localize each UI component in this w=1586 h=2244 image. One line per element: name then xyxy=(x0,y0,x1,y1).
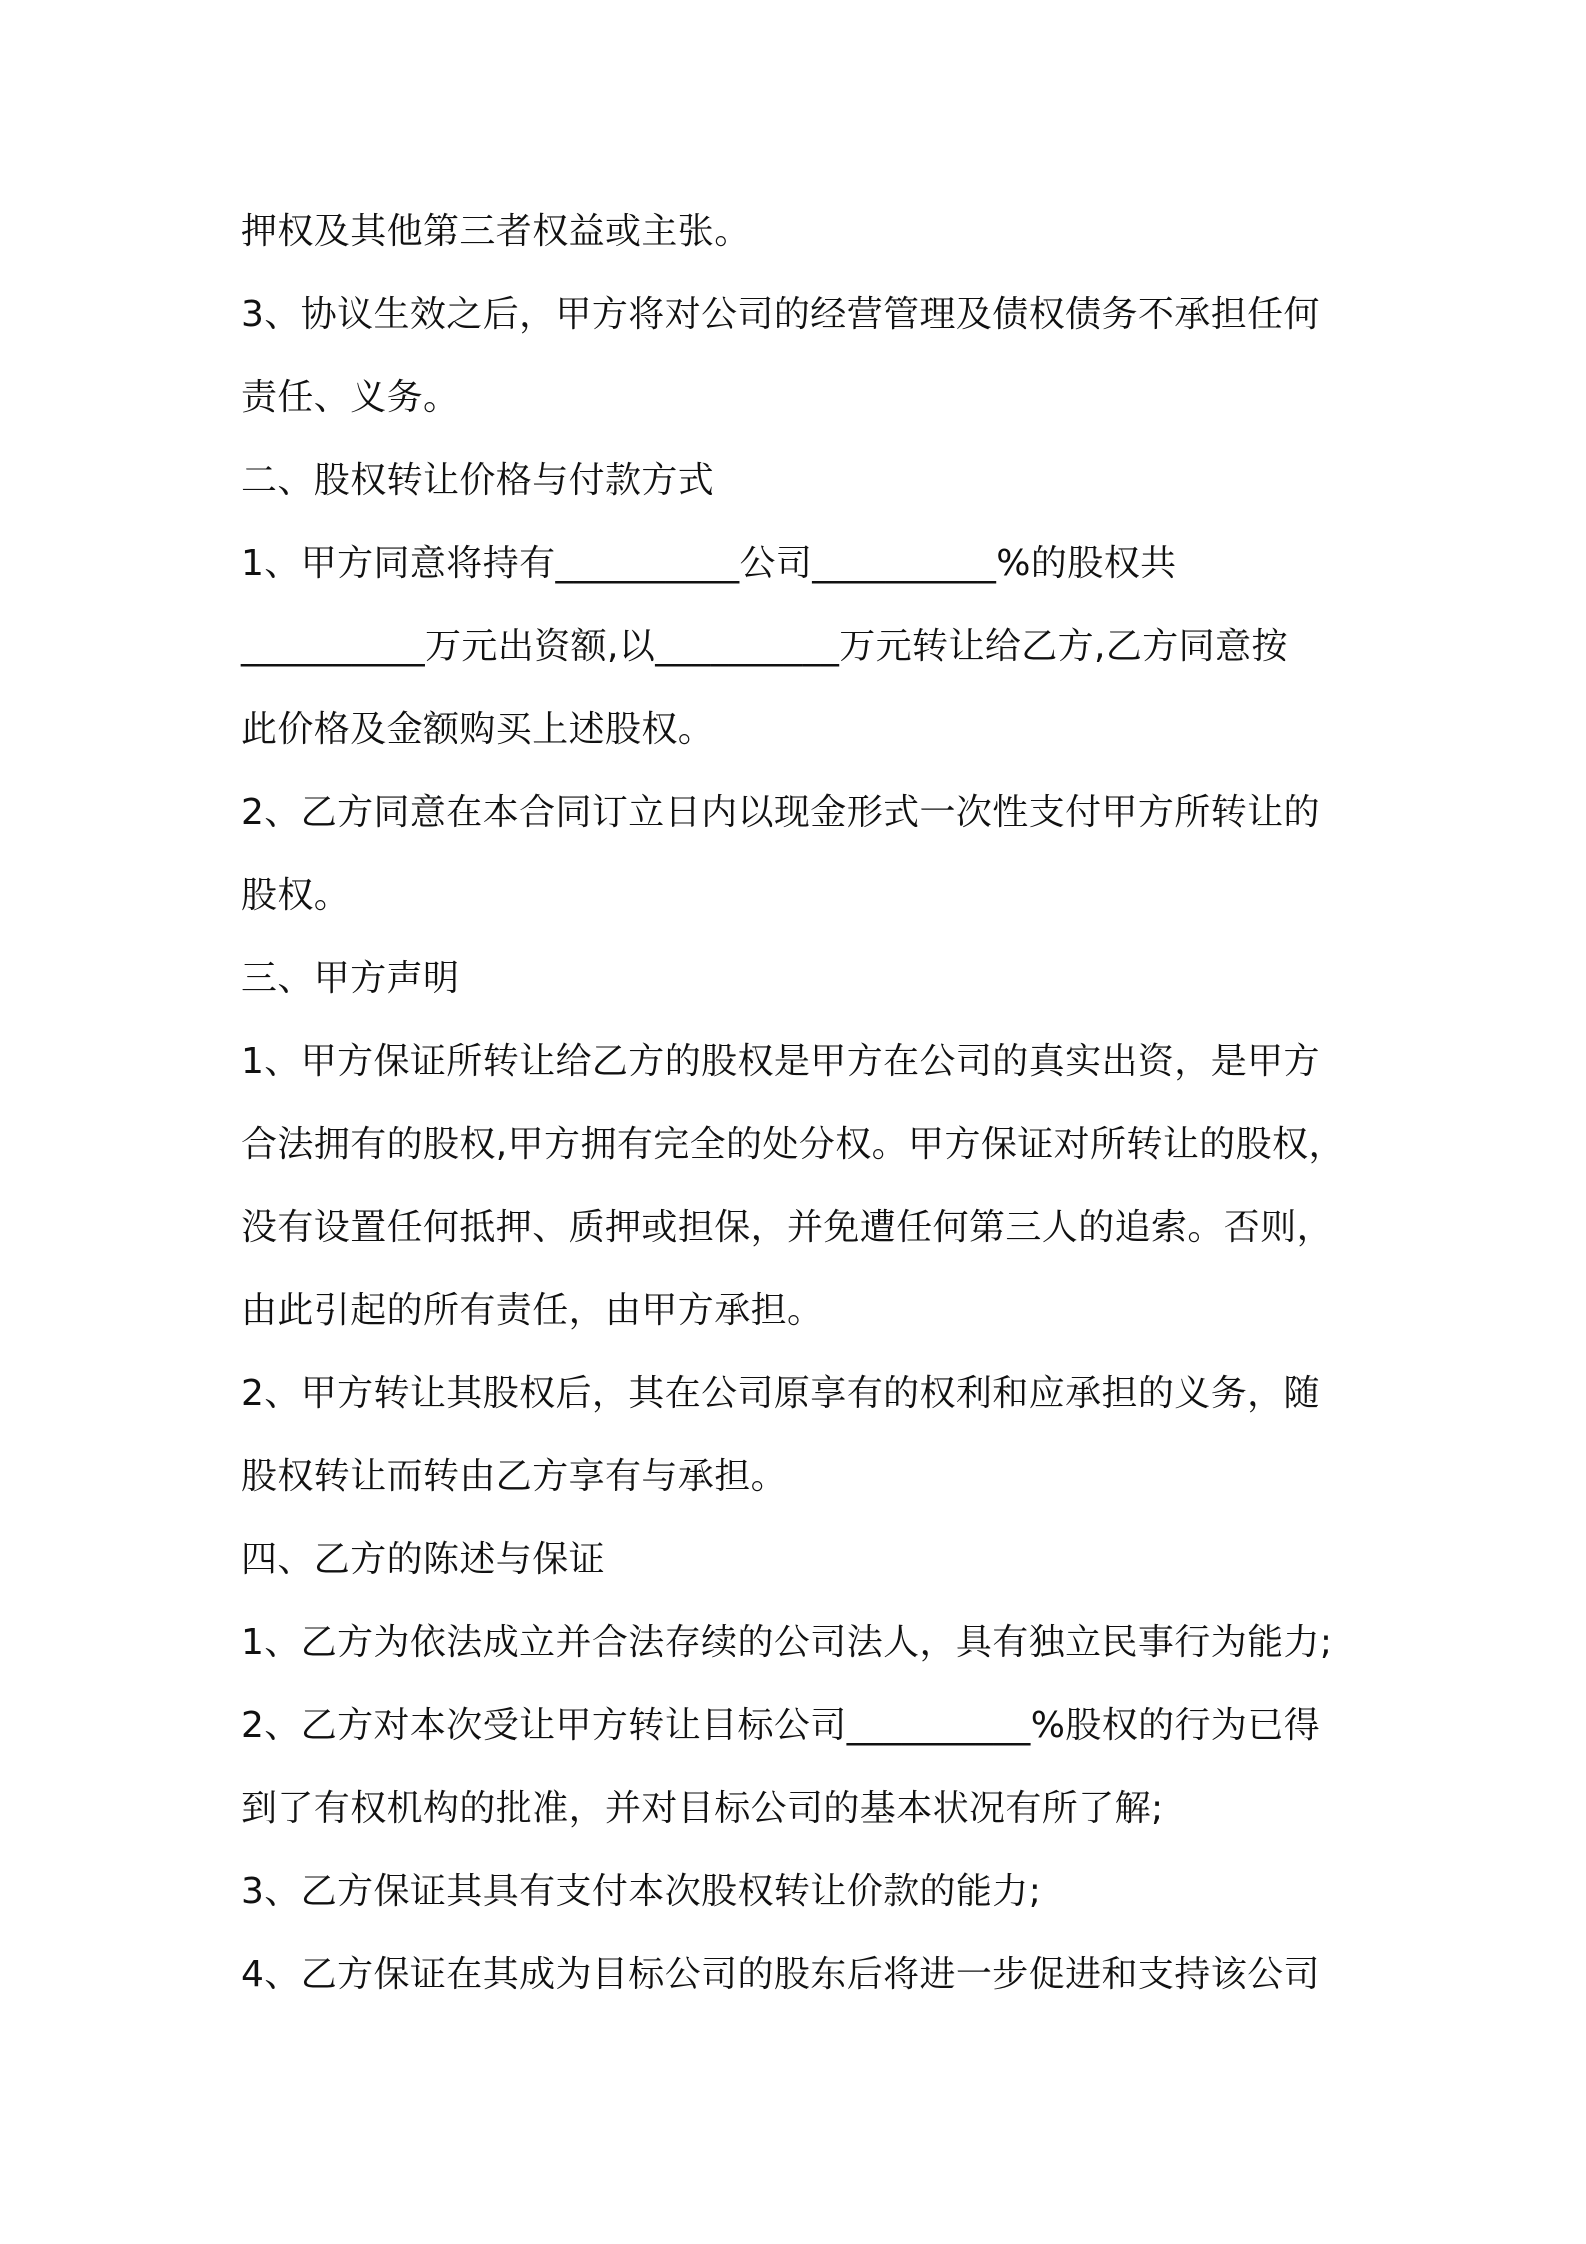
text-line: 合法拥有的股权,甲方拥有完全的处分权。甲方保证对所转让的股权， xyxy=(241,1124,1345,1165)
text-line: __________万元出资额,以__________万元转让给乙方,乙方同意按 xyxy=(241,626,1288,667)
text-line: 没有设置任何抵押、质押或担保，并免遭任何第三人的追索。否则， xyxy=(241,1207,1334,1248)
text-line: 2、甲方转让其股权后，其在公司原享有的权利和应承担的义务，随 xyxy=(241,1373,1320,1414)
text-line: 股权。 xyxy=(241,875,351,916)
section-heading: 二、股权转让价格与付款方式 xyxy=(241,460,715,501)
text-line: 3、协议生效之后，甲方将对公司的经营管理及债权债务不承担任何 xyxy=(241,294,1320,335)
text-line: 2、乙方同意在本合同订立日内以现金形式一次性支付甲方所转让的 xyxy=(241,792,1320,833)
section-heading: 四、乙方的陈述与保证 xyxy=(241,1539,606,1580)
text-line: 1、甲方同意将持有__________公司__________%的股权共 xyxy=(241,543,1177,584)
text-line: 1、乙方为依法成立并合法存续的公司法人，具有独立民事行为能力; xyxy=(241,1622,1333,1663)
document-body xyxy=(241,190,1361,2016)
text-line: 由此引起的所有责任，由甲方承担。 xyxy=(241,1290,824,1331)
text-line: 到了有权机构的批准，并对目标公司的基本状况有所了解; xyxy=(241,1788,1164,1829)
text-line: 押权及其他第三者权益或主张。 xyxy=(241,211,751,252)
text-line: 1、甲方保证所转让给乙方的股权是甲方在公司的真实出资，是甲方 xyxy=(241,1041,1320,1082)
section-heading: 三、甲方声明 xyxy=(241,958,460,999)
text-line: 4、乙方保证在其成为目标公司的股东后将进一步促进和支持该公司 xyxy=(241,1954,1320,1995)
text-line: 此价格及金额购买上述股权。 xyxy=(241,709,715,750)
text-line: 股权转让而转由乙方享有与承担。 xyxy=(241,1456,788,1497)
text-line: 3、乙方保证其具有支付本次股权转让价款的能力; xyxy=(241,1871,1042,1912)
text-line: 责任、义务。 xyxy=(241,377,460,418)
text-line: 2、乙方对本次受让甲方转让目标公司__________%股权的行为已得 xyxy=(241,1705,1321,1746)
